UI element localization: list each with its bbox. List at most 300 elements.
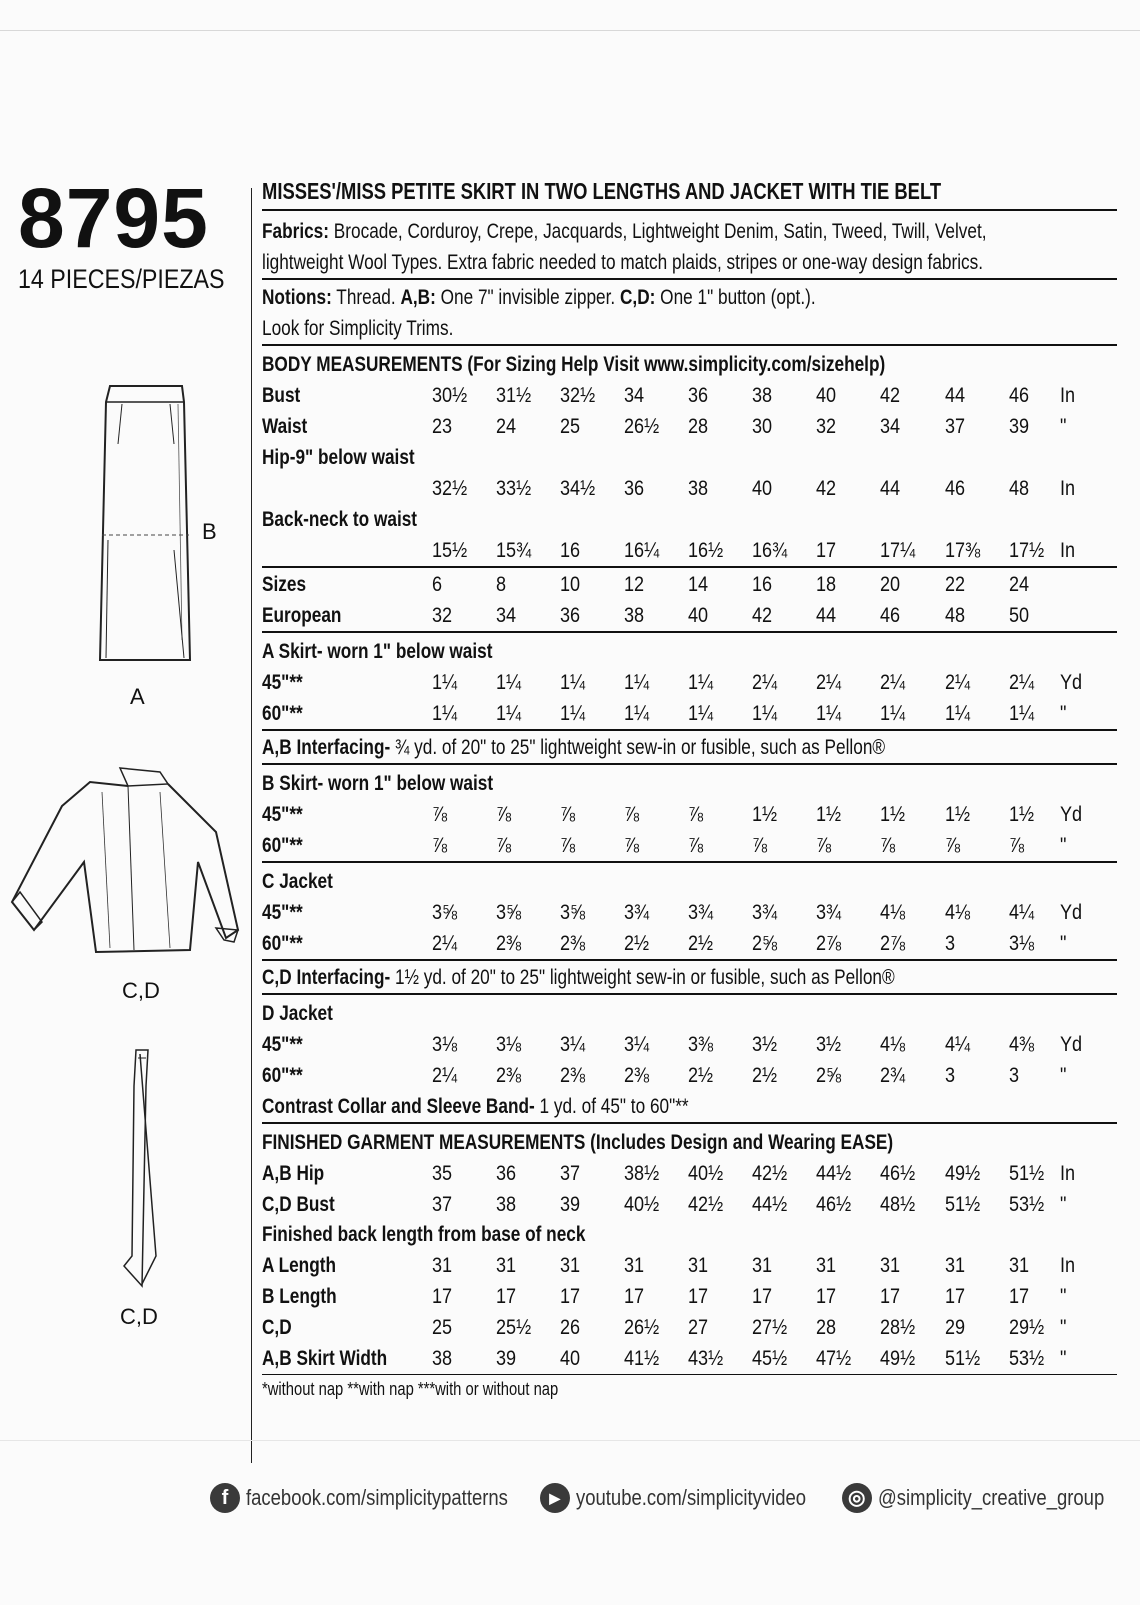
row-label: B Length	[262, 1285, 337, 1308]
youtube-icon: ▶	[540, 1483, 570, 1513]
size-value: 51½	[945, 1193, 981, 1216]
size-value: 3¾	[816, 901, 842, 924]
size-value: 42	[752, 604, 773, 627]
jacket-sketch	[10, 762, 242, 962]
size-value: 3¾	[688, 901, 714, 924]
size-value: 16	[560, 539, 581, 562]
social-youtube[interactable]	[540, 1483, 850, 1513]
size-value: 2⅜	[624, 1064, 650, 1087]
top-edge-line	[0, 30, 1140, 31]
measure-row	[262, 1281, 1117, 1312]
view-marker-b: B	[202, 519, 217, 544]
size-value: ⅞	[560, 803, 576, 826]
social-instagram[interactable]	[842, 1483, 1140, 1513]
size-value: 2⅜	[560, 1064, 586, 1087]
size-value: 49½	[945, 1162, 981, 1185]
size-value: 16¼	[624, 539, 660, 562]
size-value: ⅞	[688, 834, 704, 857]
size-value: 2¼	[432, 1064, 458, 1087]
size-value: 3⅛	[496, 1033, 522, 1056]
size-value: 47½	[816, 1347, 852, 1370]
size-value: 31	[816, 1254, 837, 1277]
size-value: 32½	[432, 477, 468, 500]
row-label: Waist	[262, 415, 308, 438]
unit-label: "	[1060, 702, 1067, 725]
unit-label: In	[1060, 1162, 1076, 1185]
size-value: 3½	[816, 1033, 842, 1056]
size-value: 2⅜	[560, 932, 586, 955]
size-value: 1¼	[880, 702, 906, 725]
size-value: ⅞	[1009, 834, 1025, 857]
size-value: 16	[752, 573, 773, 596]
size-value: 2¼	[880, 671, 906, 694]
social-facebook[interactable]	[210, 1483, 558, 1513]
size-value: 44½	[752, 1193, 788, 1216]
size-value: 30½	[432, 384, 468, 407]
size-value: 31	[624, 1254, 645, 1277]
size-value: 4¼	[1009, 901, 1035, 924]
size-value: 28	[688, 415, 709, 438]
size-value: 17	[624, 1285, 645, 1308]
size-value: 42	[880, 384, 901, 407]
skirt-b-section	[262, 763, 1117, 861]
unit-label: Yd	[1060, 901, 1083, 924]
size-value: 40½	[624, 1193, 660, 1216]
size-value: 37	[560, 1162, 581, 1185]
size-value: 4⅛	[945, 901, 971, 924]
unit-label: "	[1060, 415, 1067, 438]
jacket-c-heading: C Jacket	[262, 870, 333, 893]
contrast-text: 1 yd. of 45" to 60"**	[534, 1095, 689, 1118]
unit-label: In	[1060, 477, 1076, 500]
size-value: 31	[560, 1254, 581, 1277]
size-value: 46½	[816, 1193, 852, 1216]
size-value: 48½	[880, 1193, 916, 1216]
size-value: 38	[496, 1193, 517, 1216]
row-label: 60"**	[262, 702, 303, 725]
jacket-c-section	[262, 861, 1117, 959]
size-value: 8	[496, 573, 507, 596]
size-value: 1¼	[624, 671, 650, 694]
footnote: *without nap **with nap ***with or without nap	[262, 1379, 559, 1399]
size-value: 2¼	[945, 671, 971, 694]
row-label: A,B Skirt Width	[262, 1347, 388, 1370]
size-value: 1¼	[752, 702, 778, 725]
size-value: 17½	[1009, 539, 1045, 562]
size-value: 4⅛	[880, 1033, 906, 1056]
unit-label: "	[1060, 1193, 1067, 1216]
size-value: 1¼	[688, 702, 714, 725]
size-value: 40	[752, 477, 773, 500]
interfacing-ab-text: ¾ yd. of 20" to 25" lightweight sew-in or fusible, such as Pellon®	[390, 736, 886, 759]
size-value: 1¼	[496, 702, 522, 725]
size-value: 46	[945, 477, 966, 500]
size-value: ⅞	[624, 803, 640, 826]
tie-belt-sketch	[116, 1046, 166, 1296]
notions-ab: A,B:	[400, 286, 436, 309]
size-value: ⅞	[432, 834, 448, 857]
interfacing-ab-section	[262, 729, 1117, 763]
size-value: 32½	[560, 384, 596, 407]
row-label: A,B Hip	[262, 1162, 325, 1185]
size-value: 1¼	[560, 702, 586, 725]
size-value: 17	[688, 1285, 709, 1308]
size-value: 2¼	[432, 932, 458, 955]
sizes-section	[262, 566, 1117, 631]
size-value: ⅞	[560, 834, 576, 857]
measure-row	[262, 569, 1117, 600]
size-value: 25	[432, 1316, 453, 1339]
size-value: 16¾	[752, 539, 788, 562]
size-value: 43½	[688, 1347, 724, 1370]
size-value: 38	[752, 384, 773, 407]
size-value: 17¼	[880, 539, 916, 562]
size-value: 22	[945, 573, 966, 596]
size-value: 3¾	[624, 901, 650, 924]
fabrics-section	[262, 209, 1117, 278]
size-value: 34	[496, 604, 517, 627]
social-links	[210, 1480, 1140, 1516]
skirt-a-rows	[262, 667, 1117, 729]
size-value: 46	[1009, 384, 1030, 407]
size-value: 36	[496, 1162, 517, 1185]
fabrics-text-1: Brocade, Corduroy, Crepe, Jacquards, Lightweight Denim, Satin, Tweed, Twill, Velvet,	[328, 220, 987, 243]
measure-row	[262, 897, 1117, 928]
instagram-icon: ◎	[842, 1483, 872, 1513]
size-value: 36	[688, 384, 709, 407]
info-panel	[262, 178, 1117, 1402]
size-value: 2⅜	[496, 1064, 522, 1087]
size-value: 2⅞	[880, 932, 906, 955]
size-value: 17	[880, 1285, 901, 1308]
unit-label: Yd	[1060, 1033, 1083, 1056]
measure-row	[262, 1312, 1117, 1343]
bottom-fold-line	[0, 1440, 1140, 1441]
size-value: 3	[945, 1064, 956, 1087]
size-value: 2½	[688, 1064, 714, 1087]
size-value: 26½	[624, 1316, 660, 1339]
size-value: 3⅜	[688, 1033, 714, 1056]
size-value: 2⅝	[752, 932, 778, 955]
contrast-label: Contrast Collar and Sleeve Band-	[262, 1095, 535, 1118]
size-value: 3¼	[560, 1033, 586, 1056]
body-rows	[262, 380, 1117, 566]
size-value: 46	[880, 604, 901, 627]
row-label: 60"**	[262, 834, 303, 857]
facebook-link-text: facebook.com/simplicitypatterns	[246, 1485, 508, 1510]
measure-row	[262, 1158, 1117, 1189]
size-value: 42½	[752, 1162, 788, 1185]
interfacing-cd-section	[262, 959, 1117, 993]
size-value: 2¼	[752, 671, 778, 694]
measure-row	[262, 1343, 1117, 1374]
size-value: 31	[880, 1254, 901, 1277]
interfacing-cd-label: C,D Interfacing-	[262, 966, 391, 989]
size-value: 17	[816, 1285, 837, 1308]
fabrics-line-1	[262, 216, 987, 247]
size-value: 1½	[1009, 803, 1035, 826]
size-value: 46½	[880, 1162, 916, 1185]
size-value: 1¼	[624, 702, 650, 725]
skirt-b-heading: B Skirt- worn 1" below waist	[262, 772, 494, 795]
size-value: 2½	[752, 1064, 778, 1087]
size-value: 48	[945, 604, 966, 627]
size-value: 41½	[624, 1347, 660, 1370]
pieces-count: 14 PIECES/PIEZAS	[18, 264, 225, 294]
size-value: ⅞	[496, 803, 512, 826]
size-value: 2⅞	[816, 932, 842, 955]
size-value: 1½	[752, 803, 778, 826]
unit-label: Yd	[1060, 803, 1083, 826]
size-value: 24	[496, 415, 517, 438]
size-value: 24	[1009, 573, 1030, 596]
size-value: 39	[1009, 415, 1030, 438]
measure-row	[262, 473, 1117, 504]
fabrics-label: Fabrics:	[262, 220, 329, 243]
row-label: 45"**	[262, 671, 303, 694]
size-value: 40	[816, 384, 837, 407]
skirt-a-section	[262, 631, 1117, 729]
notions-cd: C,D:	[619, 286, 656, 309]
size-value: 2½	[688, 932, 714, 955]
size-value: 31	[688, 1254, 709, 1277]
row-label: Back-neck to waist	[262, 508, 418, 531]
size-value: 3⅛	[432, 1033, 458, 1056]
size-value: ⅞	[880, 834, 896, 857]
size-value: 34	[880, 415, 901, 438]
youtube-link-text: youtube.com/simplicityvideo	[575, 1485, 806, 1510]
size-value: 27	[688, 1316, 709, 1339]
size-value: 4⅜	[1009, 1033, 1035, 1056]
size-value: ⅞	[688, 803, 704, 826]
contrast-note	[262, 1091, 963, 1122]
body-measurements-heading: BODY MEASUREMENTS (For Sizing Help Visit www.simplicity.com/sizehelp)	[262, 353, 886, 376]
size-value: 2¾	[880, 1064, 906, 1087]
size-value: 17	[496, 1285, 517, 1308]
size-value: 1½	[880, 803, 906, 826]
size-value: 35	[432, 1162, 453, 1185]
unit-label: "	[1060, 1064, 1067, 1087]
size-value: 37	[945, 415, 966, 438]
size-value: 23	[432, 415, 453, 438]
size-value: 25	[560, 415, 581, 438]
size-value: 17	[945, 1285, 966, 1308]
view-label-cd-belt: C,D	[120, 1304, 158, 1329]
footnote-section	[262, 1374, 1117, 1402]
instagram-link-text: @simplicity_creative_group	[877, 1485, 1104, 1510]
unit-label: Yd	[1060, 671, 1083, 694]
size-value: 53½	[1009, 1347, 1045, 1370]
size-value: 40½	[688, 1162, 724, 1185]
row-label: Sizes	[262, 573, 307, 596]
skirt-sketch	[86, 380, 206, 665]
skirt-a-heading: A Skirt- worn 1" below waist	[262, 640, 493, 663]
size-value: 20	[880, 573, 901, 596]
size-value: 2¼	[1009, 671, 1035, 694]
finished-rows	[262, 1158, 1117, 1220]
size-value: ⅞	[496, 834, 512, 857]
size-value: 3⅝	[432, 901, 458, 924]
size-value: 2½	[624, 932, 650, 955]
size-value: 17⅜	[945, 539, 981, 562]
measure-row	[262, 411, 1117, 442]
pattern-title: MISSES'/MISS PETITE SKIRT IN TWO LENGTHS AND JACKET WITH TIE BELT	[262, 178, 942, 204]
body-measurements	[262, 344, 1117, 566]
jacket-d-section	[262, 993, 1117, 1122]
size-value: 17	[752, 1285, 773, 1308]
size-value: 3	[945, 932, 956, 955]
size-value: 4⅛	[880, 901, 906, 924]
sizes-rows	[262, 569, 1117, 631]
row-label: C,D Bust	[262, 1193, 335, 1216]
size-value: 44	[816, 604, 837, 627]
size-value: 16½	[688, 539, 724, 562]
notions-text-1: Thread.	[331, 286, 401, 309]
size-value: 4¼	[945, 1033, 971, 1056]
size-value: 38	[432, 1347, 453, 1370]
size-value: 36	[560, 604, 581, 627]
finished-heading: FINISHED GARMENT MEASUREMENTS (Includes Design and Wearing EASE)	[262, 1131, 894, 1154]
row-label: 60"**	[262, 1064, 303, 1087]
size-value: ⅞	[624, 834, 640, 857]
pattern-number: 8795	[18, 171, 209, 265]
size-value: 15¾	[496, 539, 532, 562]
size-value: 44	[880, 477, 901, 500]
interfacing-ab-note	[262, 732, 963, 763]
measure-row	[262, 504, 1117, 535]
facebook-icon: f	[210, 1483, 240, 1513]
size-value: 33½	[496, 477, 532, 500]
size-value: 34½	[560, 477, 596, 500]
size-value: 1¼	[560, 671, 586, 694]
size-value: 1½	[945, 803, 971, 826]
size-value: 2⅝	[816, 1064, 842, 1087]
size-value: 17	[432, 1285, 453, 1308]
interfacing-ab-label: A,B Interfacing-	[262, 736, 391, 759]
unit-label: "	[1060, 834, 1067, 857]
size-value: 6	[432, 573, 443, 596]
unit-label: In	[1060, 1254, 1076, 1277]
size-value: 26½	[624, 415, 660, 438]
size-value: 30	[752, 415, 773, 438]
size-value: 31	[752, 1254, 773, 1277]
row-label: 60"**	[262, 932, 303, 955]
size-value: 3⅛	[1009, 932, 1035, 955]
notions-text-2: One 7" invisible zipper.	[435, 286, 620, 309]
size-value: 53½	[1009, 1193, 1045, 1216]
row-label: A Length	[262, 1254, 336, 1277]
size-value: 38	[624, 604, 645, 627]
size-value: 38	[688, 477, 709, 500]
size-value: 1¼	[432, 671, 458, 694]
size-value: 27½	[752, 1316, 788, 1339]
measure-row	[262, 928, 1117, 959]
size-value: 3	[1009, 1064, 1020, 1087]
size-value: 26	[560, 1316, 581, 1339]
size-value: 1¼	[432, 702, 458, 725]
unit-label: "	[1060, 1316, 1067, 1339]
measure-row	[262, 380, 1117, 411]
size-value: 45½	[752, 1347, 788, 1370]
size-value: 3¾	[752, 901, 778, 924]
view-label-cd-jacket: C,D	[122, 978, 160, 1003]
size-value: 25½	[496, 1316, 532, 1339]
size-value: 15½	[432, 539, 468, 562]
row-label: C,D	[262, 1316, 292, 1339]
row-label: 45"**	[262, 901, 303, 924]
size-value: 42½	[688, 1193, 724, 1216]
finished-subheading: Finished back length from base of neck	[262, 1223, 586, 1246]
size-value: 2⅜	[496, 932, 522, 955]
interfacing-cd-note	[262, 962, 963, 993]
notions-text-3: One 1" button (opt.).	[655, 286, 816, 309]
size-value: 1¼	[496, 671, 522, 694]
size-value: 17	[1009, 1285, 1030, 1308]
size-value: 44½	[816, 1162, 852, 1185]
size-value: 1½	[816, 803, 842, 826]
size-value: 39	[496, 1347, 517, 1370]
unit-label: In	[1060, 384, 1076, 407]
jacket-d-rows	[262, 1029, 1117, 1091]
size-value: 12	[624, 573, 645, 596]
finished-measurements	[262, 1122, 1117, 1374]
row-label: Hip-9" below waist	[262, 446, 415, 469]
size-value: 1¼	[816, 702, 842, 725]
size-value: ⅞	[945, 834, 961, 857]
jacket-c-rows	[262, 897, 1117, 959]
unit-label: "	[1060, 932, 1067, 955]
size-value: 42	[816, 477, 837, 500]
size-value: 32	[816, 415, 837, 438]
size-value: 1¼	[945, 702, 971, 725]
size-value: 40	[560, 1347, 581, 1370]
row-label: European	[262, 604, 342, 627]
unit-label: "	[1060, 1347, 1067, 1370]
size-value: 50	[1009, 604, 1030, 627]
size-value: 18	[816, 573, 837, 596]
size-value: 48	[1009, 477, 1030, 500]
size-value: 51½	[1009, 1162, 1045, 1185]
size-value: 44	[945, 384, 966, 407]
size-value: 2¼	[816, 671, 842, 694]
unit-label: "	[1060, 1285, 1067, 1308]
size-value: 51½	[945, 1347, 981, 1370]
size-value: 31	[496, 1254, 517, 1277]
size-value: 31	[1009, 1254, 1030, 1277]
size-value: 37	[432, 1193, 453, 1216]
size-value: 40	[688, 604, 709, 627]
size-value: 31	[432, 1254, 453, 1277]
row-label: 45"**	[262, 803, 303, 826]
measure-row	[262, 1060, 1117, 1091]
measure-row	[262, 830, 1117, 861]
size-value: ⅞	[816, 834, 832, 857]
notions-line-2: Look for Simplicity Trims.	[262, 317, 454, 340]
size-value: 3⅝	[560, 901, 586, 924]
size-value: 3½	[752, 1033, 778, 1056]
size-value: 36	[624, 477, 645, 500]
size-value: 3⅝	[496, 901, 522, 924]
size-value: 29½	[1009, 1316, 1045, 1339]
measure-row	[262, 698, 1117, 729]
measure-row	[262, 799, 1117, 830]
size-value: ⅞	[432, 803, 448, 826]
size-value: 3¼	[624, 1033, 650, 1056]
size-value: ⅞	[752, 834, 768, 857]
size-value: 29	[945, 1316, 966, 1339]
measure-row	[262, 600, 1117, 631]
notions-line-1	[262, 282, 963, 313]
